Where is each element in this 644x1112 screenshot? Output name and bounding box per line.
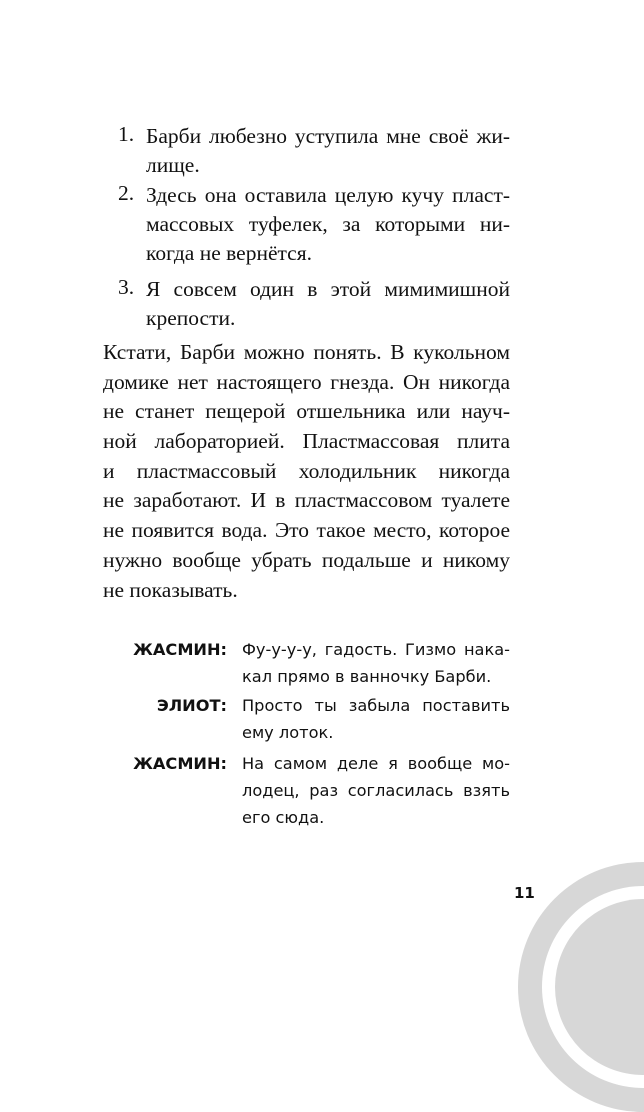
list-item-line: когда не вернётся. xyxy=(146,241,312,265)
paragraph-line: ной лабораторией. Пластмассовая плита xyxy=(103,429,510,454)
speech-text xyxy=(242,636,510,690)
paragraph-line: не появится вода. Это такое место, которое xyxy=(103,518,510,543)
paragraph-line: не заработают. И в пластмассовом туалете xyxy=(103,488,510,513)
speech-text xyxy=(242,692,510,746)
paragraph-line: домике нет настоящего гнезда. Он никогда xyxy=(103,369,510,394)
speech-line: лодец, раз согласилась взять xyxy=(242,781,510,800)
list-item-text xyxy=(146,181,510,268)
list-item-number: 2. xyxy=(118,181,135,205)
paragraph-line: Кстати, Барби можно понять. В кукольном xyxy=(103,340,510,364)
paragraph-line: не показывать. xyxy=(103,577,238,602)
list-item-line: Я совсем один в этой мимимишной xyxy=(146,277,510,301)
paragraph-line: не станет пещерой отшельника или науч- xyxy=(103,399,510,424)
speaker-name: ЭЛИОТ: xyxy=(156,696,227,715)
body-paragraph xyxy=(103,338,510,605)
list-item-number: 3. xyxy=(118,275,135,299)
speech-line: ему лоток. xyxy=(242,723,334,742)
speaker-name: ЖАСМИН: xyxy=(133,640,227,659)
list-item-text xyxy=(146,275,510,333)
list-item-line: лище. xyxy=(146,153,200,177)
list-item-text xyxy=(146,122,510,180)
speech-line: На самом деле я вообще мо- xyxy=(242,754,510,773)
list-item-line: массовых туфелек, за которыми ни- xyxy=(146,212,510,236)
list-item-line: Здесь она оставила целую кучу пласт- xyxy=(146,183,510,207)
page-number: 11 xyxy=(514,884,535,902)
paragraph-line: и пластмассовый холодильник никогда xyxy=(103,458,510,483)
paragraph-line: нужно вообще убрать подальше и никому xyxy=(103,547,510,572)
list-item-line: Барби любезно уступила мне своё жи- xyxy=(146,124,510,148)
speech-line: Просто ты забыла поставить xyxy=(242,696,510,715)
speech-text xyxy=(242,750,510,831)
speech-line: его сюда. xyxy=(242,808,325,827)
speaker-name: ЖАСМИН: xyxy=(133,754,227,773)
list-item-line: крепости. xyxy=(146,306,236,330)
list-item-number: 1. xyxy=(118,122,135,146)
speech-line: кал прямо в ванночку Барби. xyxy=(242,667,492,686)
speech-line: Фу-у-у-у, гадость. Гизмо нака- xyxy=(242,640,510,659)
